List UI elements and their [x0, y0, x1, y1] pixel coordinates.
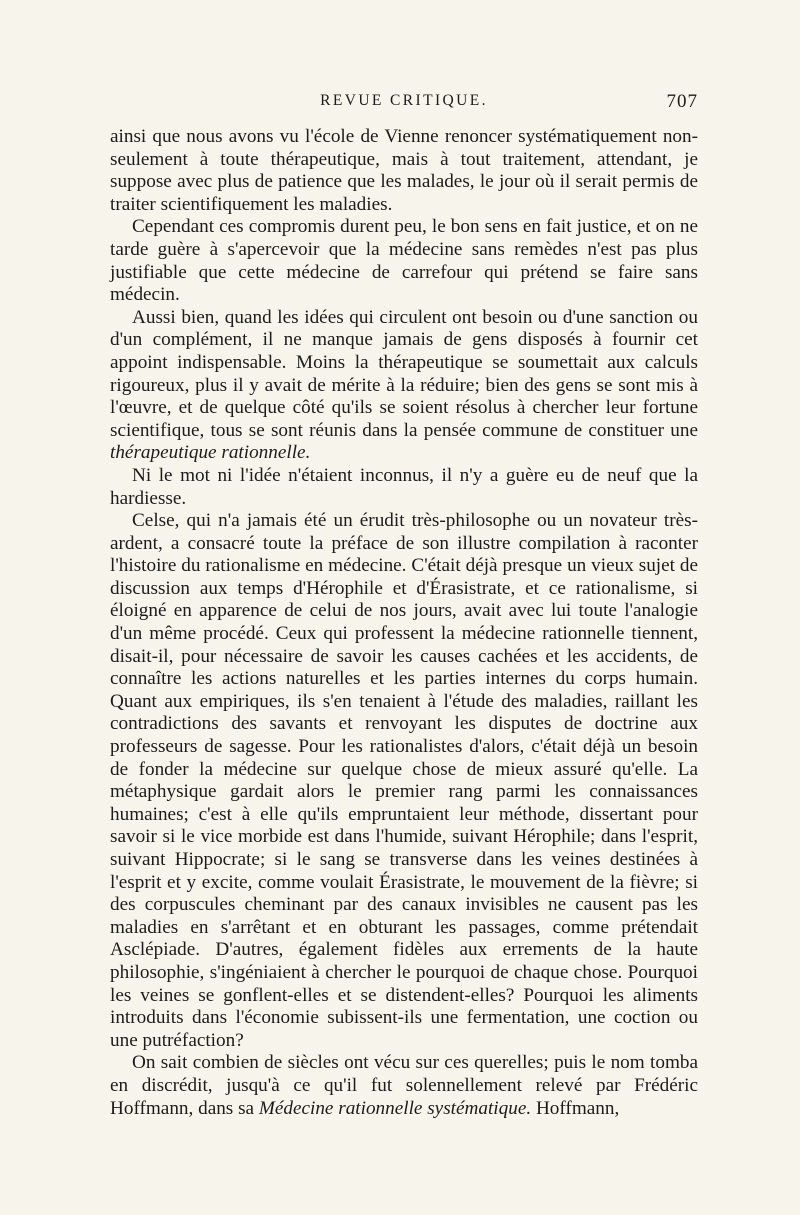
page-number: 707 [666, 91, 698, 112]
paragraph [110, 510, 698, 1052]
paragraph-text: Ni le mot ni l'idée n'étaient inconnus, il n'y a guère eu de neuf que la hardiesse. [110, 464, 698, 509]
italic-title-text: Médecine rationnelle systématique. [258, 1097, 532, 1119]
italic-title-text: thérapeutique rationnelle. [110, 442, 311, 464]
running-title: REVUE CRITIQUE. [320, 92, 488, 109]
paragraph-text: Celse, qui n'a jamais été un érudit très-philosophe ou un novateur très-ardent, a consacré toute la préface de son illustre compilation à raconter l'histoire du rationalisme en médecine. C'était déjà presque un vieux sujet de discussion aux temps d'Hérophile et d'Érasistrate, et ce rationalisme, si éloigné en apparence de celui de nos jours, avait avec lui toute l'analogie d'un même procédé. Ceux qui professent la médecine rationnelle tiennent, disait-il, pour nécessaire de savoir les causes cachées et les accidents, de connaître les actions naturelles et les parties internes du corps humain. Quant aux empiriques, ils s'en tenaient à l'étude des maladies, raillant les contradictions des savants et renvoyant les disputes de doctrine aux professeurs de sagesse. Pour les rationalistes d'alors, c'était déjà un besoin de fonder la médecine sur quelque chose de mieux assuré qu'elle. La métaphysique gardait alors le premier rang parmi les connaissances humaines; c'est à elle qu'ils empruntaient leur méthode, dissertant pour savoir si le vice morbide est dans l'humide, suivant Hérophile; dans l'esprit, suivant Hippocrate; si le sang se transverse dans les veines destinées à l'esprit et y excite, comme voulait Érasistrate, le mouvement de la fièvre; si des corpuscules cheminant par des canaux invisibles ne causent pas les maladies en s'arrêtant et en obturant les passages, comme prétendait Asclépiade. D'autres, également fidèles aux errements de la haute philosophie, s'ingéniaient à chercher le pourquoi de chaque chose. Pourquoi les veines se gonflent-elles et se distendent-elles? Pourquoi les aliments introduits dans l'économie subissent-ils une fermentation, une coction ou une putréfaction? [110, 510, 698, 1051]
paragraph-text: Aussi bien, quand les idées qui circulent ont besoin ou d'une sanction ou d'un complément, il ne manque jamais de gens disposés à fournir cet appoint indispensable. Moins la thérapeutique se soumettait aux calculs rigoureux, plus il y avait de mérite à la réduire; bien des gens se sont mis à l'œuvre, et de quelque côté qu'ils se soient résolus à chercher leur fortune scientifique, tous se sont réunis dans la pensée commune de constituer une [110, 306, 698, 441]
paragraph [110, 216, 698, 306]
paragraph-text: ainsi que nous avons vu l'école de Vienne renoncer systématiquement non-seulement à toute thérapeutique, mais à tout traitement, attendant, je suppose avec plus de patience que les malades, le jour où il serait permis de traiter scientifiquement les maladies. [110, 126, 698, 215]
paragraph [110, 1052, 698, 1120]
paragraph-text: On sait combien de siècles ont vécu sur ces querelles; puis le nom tomba en discrédit, jusqu'à ce qu'il fut solennellement relevé par Frédéric Hoffmann, dans sa [110, 1052, 698, 1119]
body-text [110, 126, 698, 1120]
running-header [110, 92, 698, 118]
paragraph-text: Cependant ces compromis durent peu, le bon sens en fait justice, et on ne tarde guère à s'apercevoir que la médecine sans remèdes n'est pas plus justifiable que cette médecine de carrefour qui prétend se faire sans médecin. [110, 216, 698, 306]
paragraph-text: Hoffmann, [531, 1097, 620, 1119]
journal-page [110, 92, 698, 1120]
paragraph [110, 307, 698, 465]
paragraph [110, 465, 698, 510]
paragraph [110, 126, 698, 216]
